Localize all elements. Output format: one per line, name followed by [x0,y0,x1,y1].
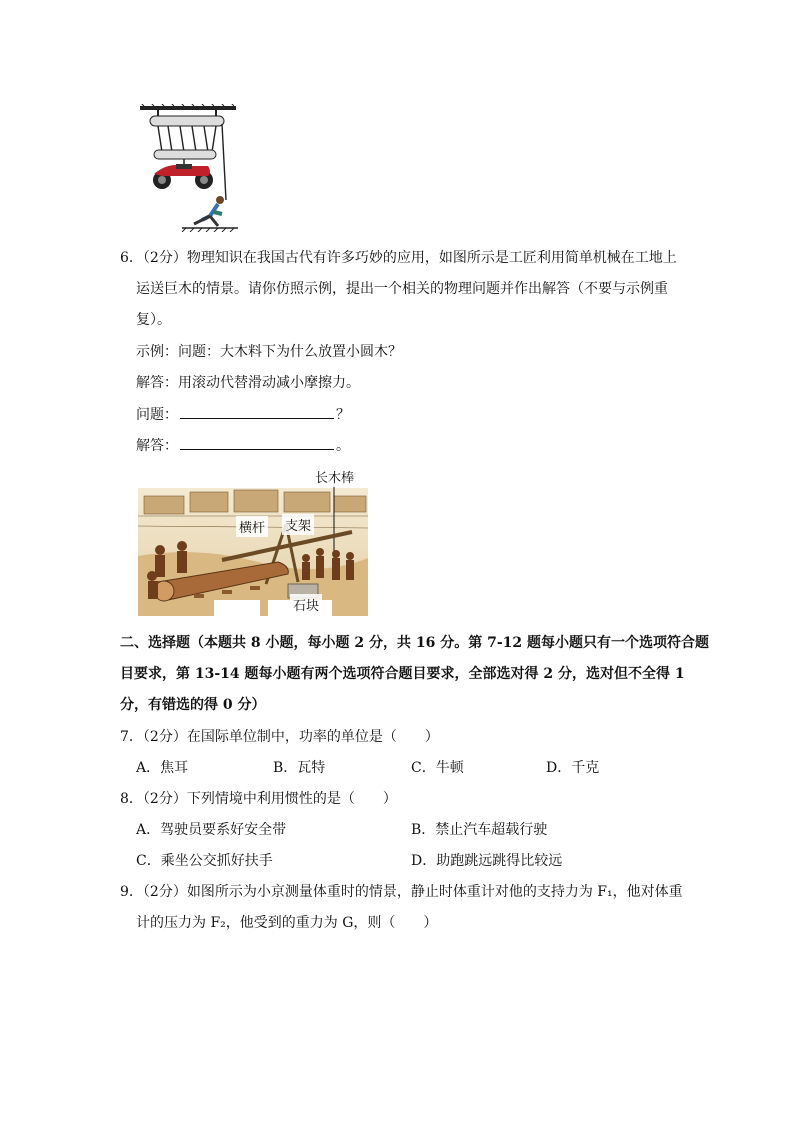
q6-ask-blank[interactable] [180,404,334,419]
q7-option-a[interactable]: A．焦耳 [136,760,189,776]
q8-option-a[interactable]: A．驾驶员要系好安全带 [136,822,287,838]
q8-option-d[interactable]: D．助跑跳远跳得比较远 [411,853,563,869]
label-support: 支架 [282,514,314,535]
pulley-figure [138,104,242,232]
q6-ask-end: ？ [336,407,350,423]
q6-answer-label: 解答： [136,438,178,454]
section2-line-2: 目要求，第 13-14 题每小题有两个选项符合题目要求，全部选对得 2 分，选对但不全得 1 [120,666,685,682]
q6-ask-row [136,404,350,425]
q8-stem: 8．（2分）下列情境中利用惯性的是（ ） [120,791,397,807]
q6-line-1: 6．（2分）物理知识在我国古代有许多巧妙的应用，如图所示是工匠利用简单机械在工地上 [120,250,677,266]
q6-line-2: 运送巨木的情景。请你仿照示例，提出一个相关的物理问题并作出解答（不要与示例重 [136,281,668,297]
q9-line-2: 计的压力为 F₂，他受到的重力为 G，则（ ） [136,915,438,931]
pulley-icon [138,104,242,232]
motorcycle-icon [153,164,213,189]
label-long-pole: 长木棒 [312,466,357,487]
q6-example-answer: 解答：用滚动代替滑动减小摩擦力。 [136,375,360,391]
label-stone: 石块 [290,594,322,615]
section2-line-3: 分，有错选的得 0 分） [120,697,266,713]
q6-ask-label: 问题： [136,407,178,423]
q7-option-c[interactable]: C．牛顿 [411,760,464,776]
log-transport-figure [138,466,370,618]
q7-option-d[interactable]: D．千克 [546,760,600,776]
label-crossbar: 横杆 [236,516,268,537]
q8-option-b[interactable]: B．禁止汽车超载行驶 [411,822,548,838]
person-pulling-icon [194,196,224,226]
section2-line-1: 二、选择题（本题共 8 小题，每小题 2 分，共 16 分。第 7-12 题每小题只有一个选项符合题 [120,635,709,651]
q7-stem: 7．（2分）在国际单位制中，功率的单位是（ ） [120,729,439,745]
q7-option-b[interactable]: B．瓦特 [273,760,326,776]
q6-answer-blank[interactable] [180,435,334,450]
workers-scene-icon [138,466,370,618]
q6-answer-row [136,435,350,456]
q6-example-question: 示例：问题：大木料下为什么放置小圆木？ [136,344,402,360]
q8-option-c[interactable]: C．乘坐公交抓好扶手 [136,853,273,869]
q6-line-3: 复）。 [136,312,171,328]
q6-answer-end: 。 [336,438,350,454]
q9-line-1: 9．（2分）如图所示为小京测量体重时的情景，静止时体重计对他的支持力为 F₁，他对体重 [120,884,683,900]
